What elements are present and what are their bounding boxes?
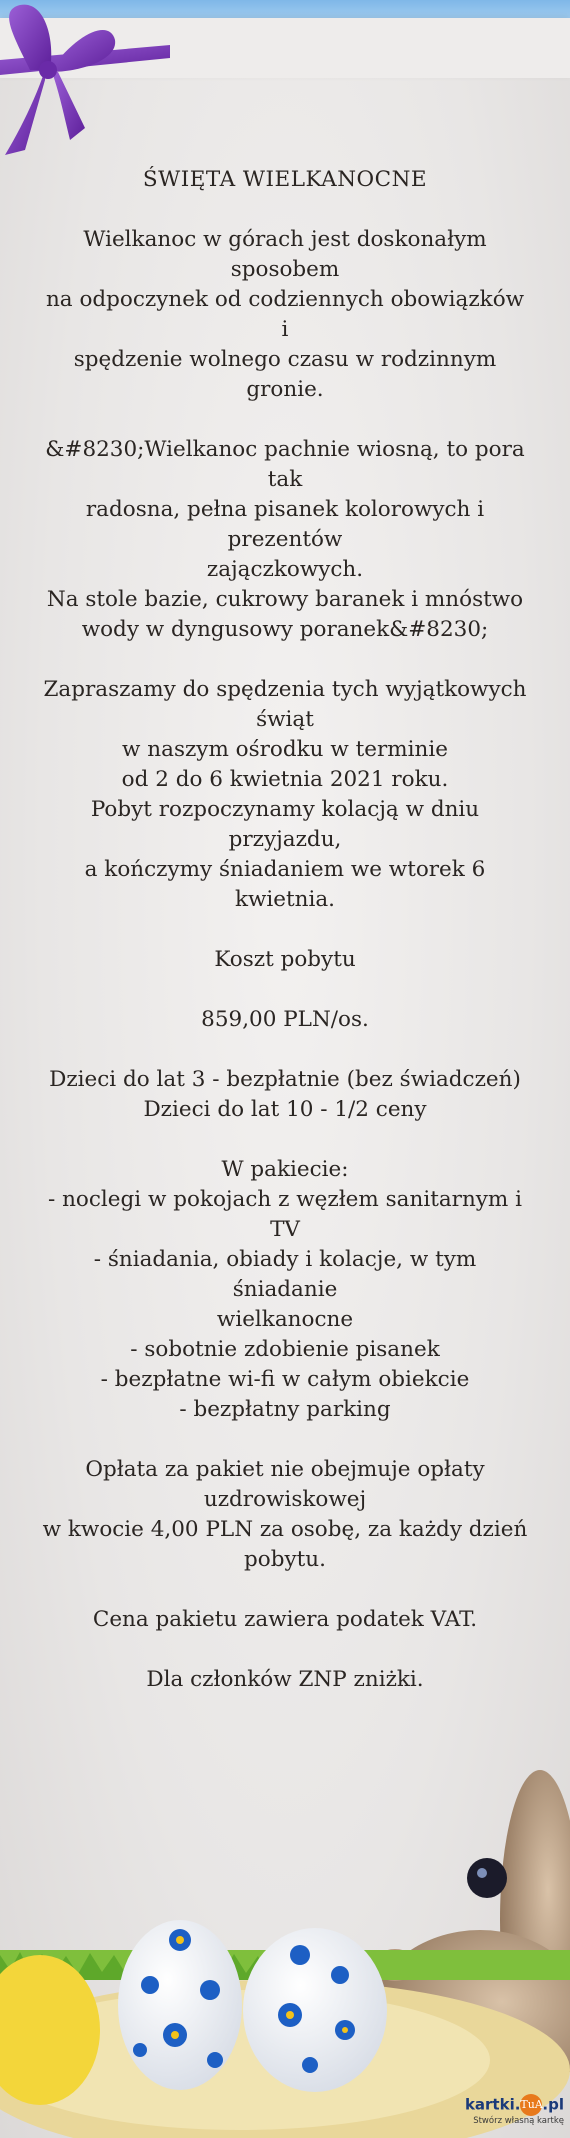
price-value: 859,00 PLN/os. — [201, 1007, 369, 1032]
discount-note: Dla członków ZNP zniżki. — [146, 1667, 424, 1692]
price-heading: Koszt pobytu — [214, 947, 356, 972]
card-text — [40, 165, 530, 1695]
vat-note: Cena pakietu zawiera podatek VAT. — [92, 1607, 478, 1632]
paragraph-intro: Wielkanoc w górach jest doskonałym sposobem na odpoczynek od codziennych obowiązków i spędzenie wolnego czasu w rodzinnym gronie. — [45, 227, 525, 402]
paragraph-poem: &#8230;Wielkanoc pachnie wiosną, to pora tak radosna, pełna pisanek kolorowych i prezentów zajączkowych. Na stole bazie, cukrowy baranek i mnóstwo wody w dyngusowy poranek&#8230; — [45, 437, 525, 642]
logo-text: kartki. — [464, 2095, 521, 2114]
purple-ribbon-bow-icon — [0, 0, 170, 160]
paragraph-invitation: Zapraszamy do spędzenia tych wyjątkowych świąt w naszym ośrodku w terminie od 2 do 6 kwietnia 2021 roku. Pobyt rozpoczynamy kolacją w dniu przyjazdu, a kończymy śniadaniem we wtorek 6 kwietnia. — [43, 677, 527, 912]
logo-tagline: Stwórz własną kartkę — [473, 2116, 564, 2126]
fee-note: Opłata za pakiet nie obejmuje opłaty uzdrowiskowej w kwocie 4,00 PLN za osobę, za każdy dzień pobytu. — [42, 1457, 528, 1572]
children-pricing: Dzieci do lat 3 - bezpłatnie (bez świadczeń) Dzieci do lat 10 - 1/2 ceny — [49, 1067, 521, 1122]
easter-eggs-bunny-illustration — [0, 1740, 570, 2138]
card-title: ŚWIĘTA WIELKANOCNE — [142, 167, 428, 192]
logo-badge-icon: TuA — [520, 2094, 542, 2116]
kartki-logo[interactable] — [452, 2094, 564, 2130]
logo-suffix: .pl — [542, 2095, 564, 2114]
package-contents: W pakiecie: - noclegi w pokojach z węzłem sanitarnym i TV - śniadania, obiady i kolacje, w tym śniadanie wielkanocne - sobotnie zdobienie pisanek - bezpłatne wi-fi w całym obiekcie - bezpłatny parking — [47, 1157, 523, 1422]
